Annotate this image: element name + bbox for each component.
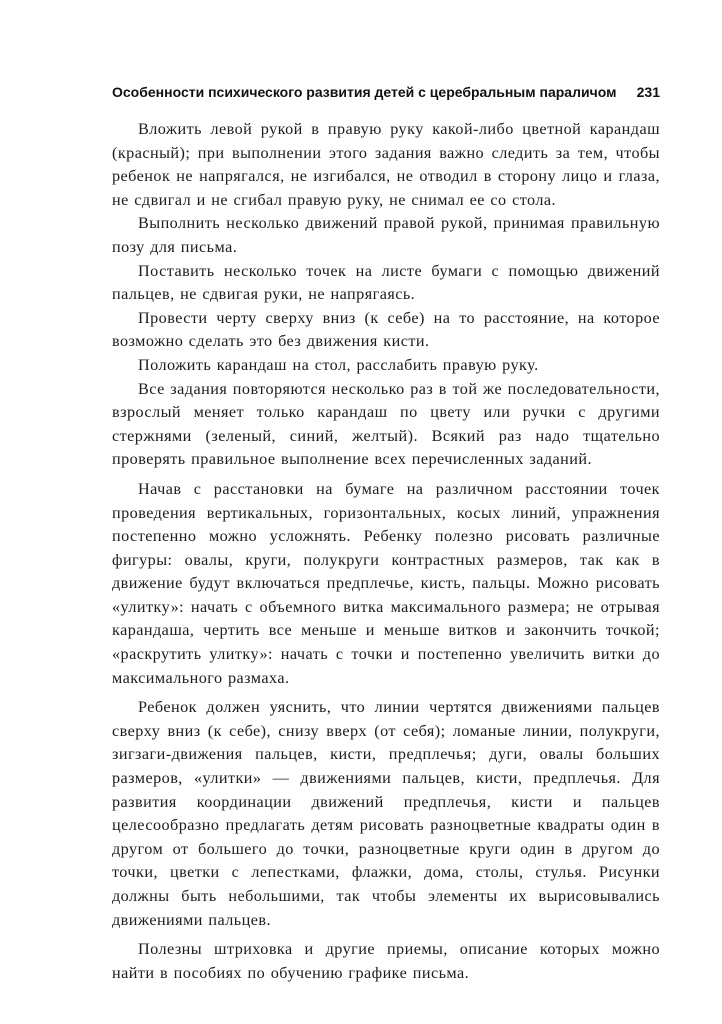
paragraph: Поставить несколько точек на листе бумаги с помощью движений пальцев, не сдвигая руки, не напрягаясь. xyxy=(112,261,660,304)
paragraph: Выполнить несколько движений правой рукой, принимая правильную позу для письма. xyxy=(112,214,660,256)
paragraph: Провести черту сверху вниз (к себе) на то расстояние, на которое возможно сделать это без движения кисти. xyxy=(112,308,660,351)
paragraph: Положить карандаш на стол, расслабить правую руку. xyxy=(138,355,539,374)
running-header-title: Особенности психического развития детей с церебральным параличом xyxy=(112,84,617,100)
paragraph: Ребенок должен уяснить, что линии чертятся движениями пальцев сверху вниз (к себе), снизу вверх (от себя); ломаные линии, полукруги, зигзаги-движения пальцев, кисти, предплечья; дуги, овалы больших размеров, «улитки» — движениями пальцев, кисти, предплечья. Для развития координации движений предплечья, кисти и пальцев целесообразно предлагать детям рисовать разноцветные квадраты один в другом от большего до точки, разноцветные круги один в другом до точки, цветки с лепестками, флажки, дома, столы, стулья. Рисунки должны быть небольшими, так чтобы элементы их вырисовывались движениями пальцев. xyxy=(112,698,660,929)
paragraph: Полезны штриховка и другие приемы, описание которых можно найти в пособиях по обучению графике письма. xyxy=(112,940,660,982)
body-text xyxy=(112,118,660,985)
paragraph: Вложить левой рукой в правую руку какой-либо цветной карандаш (красный); при выполнении этого задания важно следить за тем, чтобы ребенок не напрягался, не изгибался, не отводил в сторону лицо и глаза, не сдвигал и не сгибал правую руку, не снимал ее со стола. xyxy=(112,120,660,209)
page-number: 231 xyxy=(636,84,660,100)
paragraph: Начав с расстановки на бумаге на различном расстоянии точек проведения вертикальных, горизонтальных, косых линий, упражнения постепенно можно усложнять. Ребенку полезно рисовать различные фигуры: овалы, круги, полукруги контрастных размеров, так как в движение будут включаться предплечье, кисть, пальцы. Можно рисовать «улитку»: начать с объемного витка максимального размера; не отрывая карандаша, чертить все меньше и меньше витков и закончить точкой; «раскрутить улитку»: начать с точки и постепенно увеличить витки до максимального размаха. xyxy=(112,479,660,687)
paragraph: Все задания повторяются несколько раз в той же последовательности, взрослый меняет только карандаш по цвету или ручки с другими стержнями (зеленый, синий, желтый). Всякий раз надо тщательно проверять правильное выполнение всех перечисленных заданий. xyxy=(112,379,660,469)
running-header xyxy=(112,82,660,102)
